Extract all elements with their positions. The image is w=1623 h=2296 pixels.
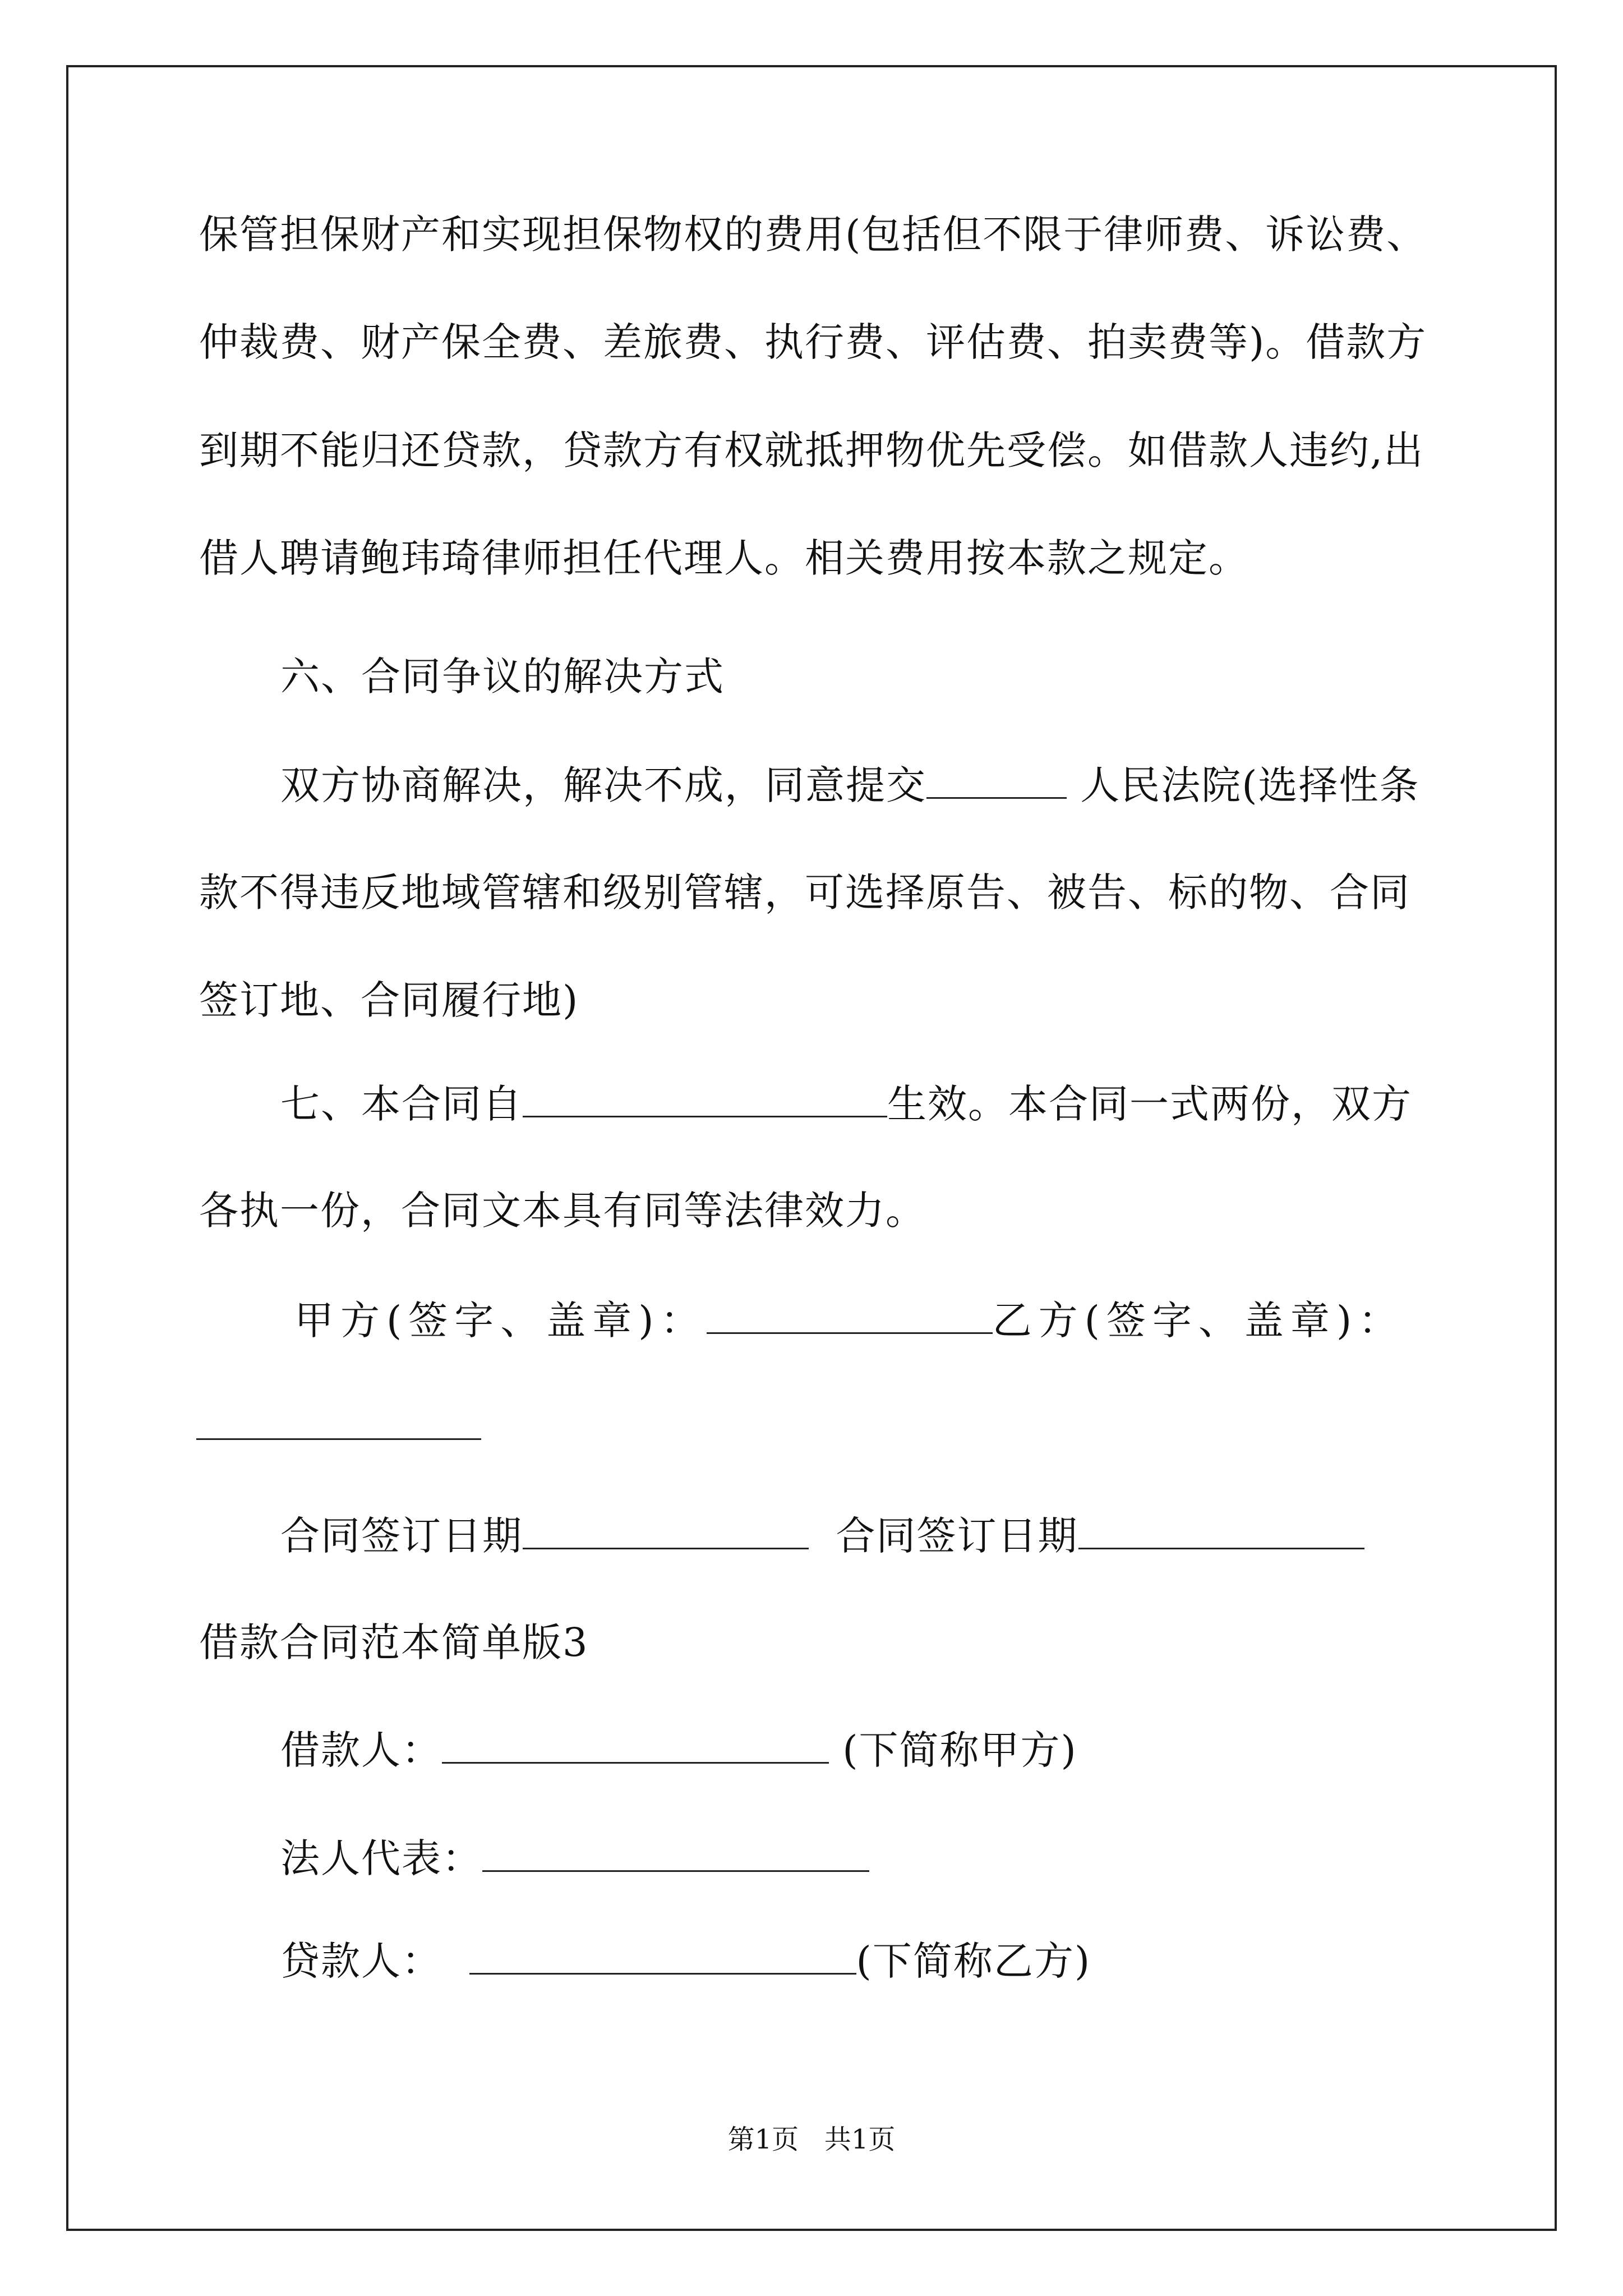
section-7-text-b: 生效。本合同一式两份，双方 (887, 1081, 1412, 1127)
sign-date-line (280, 1509, 1364, 1563)
borrower-label: 借款人： (280, 1727, 442, 1773)
effective-date-blank (523, 1079, 887, 1117)
section-6-text-b: 人民法院(选择性条 (1067, 762, 1420, 808)
party-b-signature-line (196, 1400, 481, 1453)
paragraph-line: 保管担保财产和实现担保物权的费用(包括但不限于律师费、诉讼费、 (199, 211, 1427, 257)
legal-rep-blank (482, 1833, 869, 1872)
page-border (66, 65, 1557, 2231)
lender-note: (下简称乙方) (856, 1938, 1091, 1984)
paragraph-line: 仲裁费、财产保全费、差旅费、执行费、评估费、拍卖费等)。借款方 (199, 319, 1427, 365)
section-7-text-a: 七、本合同自 (280, 1081, 523, 1127)
sign-date-b-blank (1078, 1511, 1364, 1549)
section-6-line-3: 签订地、合同履行地) (199, 977, 579, 1023)
section-7-line-2: 各执一份，合同文本具有同等法律效力。 (199, 1188, 926, 1234)
lender-label: 贷款人： (280, 1938, 442, 1984)
legal-rep-line (280, 1832, 869, 1885)
party-a-signature-blank (707, 1295, 993, 1334)
sign-date-a-label: 合同签订日期 (280, 1513, 523, 1559)
lender-blank (469, 1936, 856, 1975)
lender-line (280, 1934, 1091, 1988)
legal-rep-label: 法人代表： (280, 1835, 482, 1881)
borrower-note: (下简称甲方) (829, 1727, 1077, 1773)
signature-line (294, 1294, 1404, 1347)
borrower-line (280, 1723, 1077, 1777)
sign-date-b-label: 合同签订日期 (836, 1513, 1078, 1559)
sign-date-a-blank (523, 1511, 809, 1549)
page-footer: 第1页 共1页 (727, 2124, 896, 2155)
section-6-text-a: 双方协商解决，解决不成，同意提交 (280, 762, 926, 808)
paragraph-line: 到期不能归还贷款，贷款方有权就抵押物优先受偿。如借款人违约,出 (199, 427, 1424, 473)
section-7-line-1 (280, 1077, 1412, 1131)
court-blank (926, 760, 1067, 799)
heading-3: 借款合同范本简单版3 (199, 1619, 589, 1665)
section-6-title: 六、合同争议的解决方式 (280, 654, 725, 700)
borrower-blank (442, 1725, 829, 1764)
party-a-label: 甲方(签字、盖章)： (294, 1297, 707, 1343)
section-6-line-2: 款不得违反地域管辖和级别管辖，可选择原告、被告、标的物、合同 (199, 869, 1410, 915)
paragraph-line: 借人聘请鲍玮琦律师担任代理人。相关费用按本款之规定。 (199, 535, 1249, 581)
party-b-signature-blank (196, 1401, 481, 1440)
party-b-label: 乙方(签字、盖章)： (992, 1297, 1405, 1343)
section-6-line-1 (280, 758, 1420, 812)
